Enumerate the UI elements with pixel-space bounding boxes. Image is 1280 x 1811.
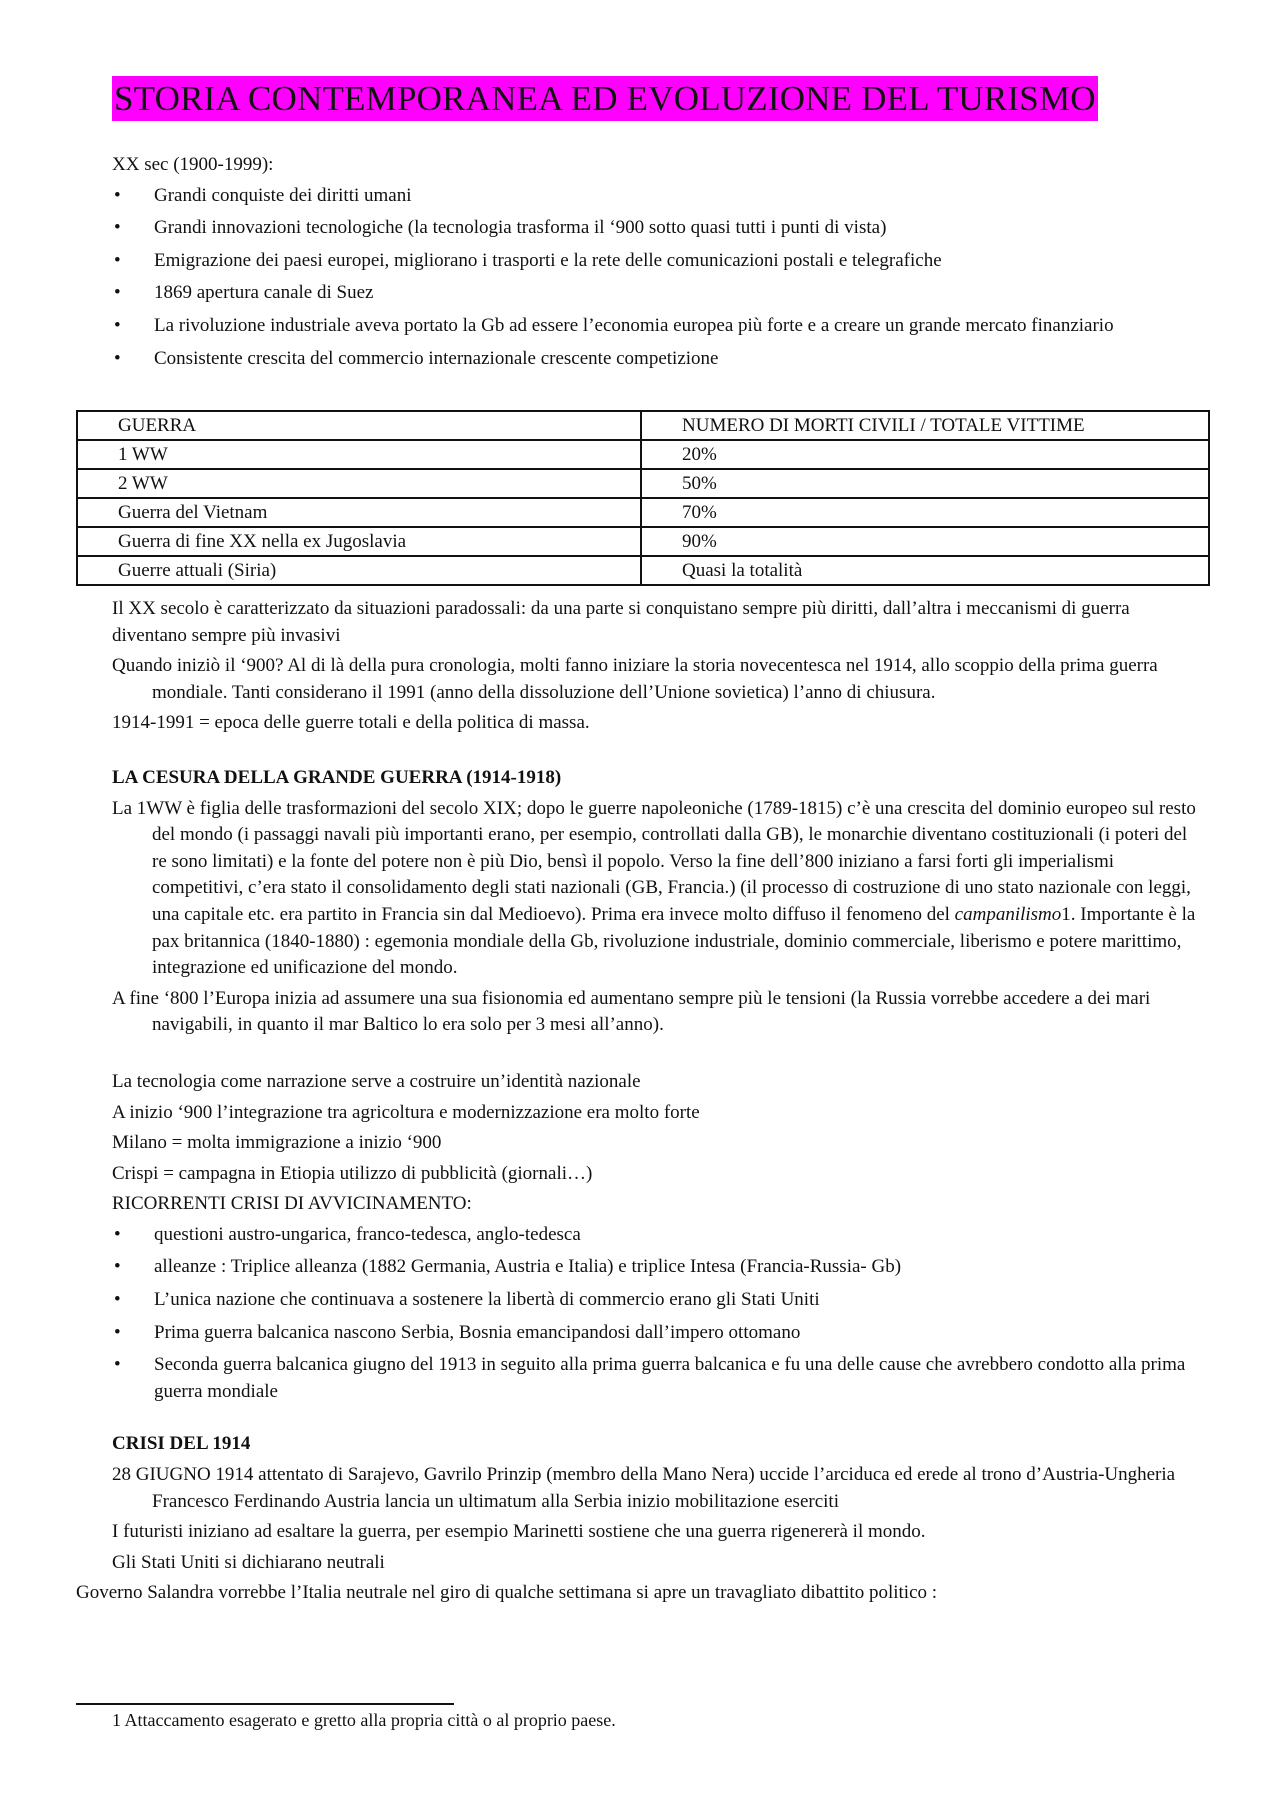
list-item: • alleanze : Triplice alleanza (1882 Germania, Austria e Italia) e triplice Intesa (Francia-Russia- Gb): [112, 1254, 1202, 1281]
paragraph: Gli Stati Uniti si dichiarano neutrali: [112, 1551, 385, 1573]
paragraph: Crispi = campagna in Etiopia utilizzo di pubblicità (giornali…): [112, 1162, 593, 1184]
table-row: [77, 498, 1209, 527]
paragraph: 1914-1991 = epoca delle guerre totali e della politica di massa.: [112, 712, 590, 734]
paragraph: A inizio ‘900 l’integrazione tra agricoltura e modernizzazione era molto forte: [112, 1101, 700, 1123]
table-header-row: [77, 411, 1209, 440]
page-title: STORIA CONTEMPORANEA ED EVOLUZIONE DEL TURISMO: [112, 76, 1098, 121]
table-cell: Guerra del Vietnam: [77, 498, 641, 527]
table-row: [77, 527, 1209, 556]
after-table-section: [76, 596, 1202, 1611]
table-cell: 50%: [641, 469, 1209, 498]
table-header-cell: NUMERO DI MORTI CIVILI / TOTALE VITTIME: [641, 411, 1209, 440]
list-item: • L’unica nazione che continuava a sostenere la libertà di commercio erano gli Stati Uniti: [112, 1287, 1202, 1314]
section-heading: LA CESURA DELLA GRANDE GUERRA (1914-1918): [112, 766, 562, 788]
footnote-ref: 1: [1061, 903, 1071, 925]
list-item: • Prima guerra balcanica nascono Serbia, Bosnia emancipandosi dall’impero ottomano: [112, 1320, 1202, 1347]
list-item: • 1869 apertura canale di Suez: [112, 280, 1202, 307]
period-label: XX sec (1900-1999):: [112, 154, 274, 175]
table-cell: Quasi la totalità: [641, 556, 1209, 585]
list-item: • Emigrazione dei paesi europei, migliorano i trasporti e la rete delle comunicazioni postali e telegrafiche: [112, 248, 1202, 275]
table-cell: Guerra di fine XX nella ex Jugoslavia: [77, 527, 641, 556]
table-cell: 90%: [641, 527, 1209, 556]
list-item: • Grandi conquiste dei diritti umani: [112, 183, 1202, 210]
paragraph: Milano = molta immigrazione a inizio ‘900: [112, 1132, 442, 1154]
list-item: • Consistente crescita del commercio internazionale crescente competizione: [112, 346, 1202, 373]
list-item: • Grandi innovazioni tecnologiche (la tecnologia trasforma il ‘900 sotto quasi tutti i punti di vista): [112, 215, 1202, 242]
text-run: . Importante è la pax britannica (1840-1880) : egemonia mondiale della Gb, rivoluzione industriale, dominio commerciale, liberismo e potere marittimo, integrazione ed unificazione del mondo.: [152, 903, 1196, 979]
table-row: [77, 440, 1209, 469]
footnote-divider: [76, 1703, 454, 1705]
intro-bullet-list: [112, 183, 1202, 373]
list-item: • questioni austro-ungarica, franco-tedesca, anglo-tedesca: [112, 1222, 1202, 1249]
paragraph: 28 GIUGNO 1914 attentato di Sarajevo, Gavrilo Prinzip (membro della Mano Nera) uccide l’arciduca ed erede al trono d’Austria-Ungheria Francesco Ferdinando Austria lancia un ultimatum alla Serbia inizio mobilitazione eserciti: [112, 1464, 1176, 1512]
footnote: 1 Attaccamento esagerato e gretto alla propria città o al proprio paese.: [112, 1710, 616, 1730]
table-row: [77, 556, 1209, 585]
table-cell: Guerre attuali (Siria): [77, 556, 641, 585]
paragraph: Governo Salandra vorrebbe l’Italia neutrale nel giro di qualche settimana si apre un travagliato dibattito politico :: [76, 1582, 938, 1604]
list-item: • Seconda guerra balcanica giugno del 1913 in seguito alla prima guerra balcanica e fu una delle cause che avrebbero condotto alla prima guerra mondiale: [112, 1352, 1202, 1405]
table-cell: 70%: [641, 498, 1209, 527]
table-cell: 1 WW: [77, 440, 641, 469]
table-header-cell: GUERRA: [77, 411, 641, 440]
table-row: [77, 469, 1209, 498]
paragraph: La tecnologia come narrazione serve a costruire un’identità nazionale: [112, 1070, 641, 1092]
table-cell: 20%: [641, 440, 1209, 469]
paragraph: I futuristi iniziano ad esaltare la guerra, per esempio Marinetti sostiene che una guerra rigenererà il mondo.: [112, 1521, 926, 1543]
italic-term: campanilismo: [954, 903, 1062, 925]
paragraph: A fine ‘800 l’Europa inizia ad assumere una sua fisionomia ed aumentano sempre più le tensioni (la Russia vorrebbe accedere a dei mari navigabili, in quanto il mar Baltico lo era solo per 3 mesi all’anno).: [112, 987, 1151, 1036]
title-block: [112, 76, 1098, 121]
table-cell: 2 WW: [77, 469, 641, 498]
paragraph: Il XX secolo è caratterizzato da situazioni paradossali: da una parte si conquistano sempre più diritti, dall’altra i meccanismi di guerra diventano sempre più invasivi: [112, 598, 1130, 646]
section-heading: CRISI DEL 1914: [112, 1433, 251, 1455]
paragraph: RICORRENTI CRISI DI AVVICINAMENTO:: [112, 1193, 472, 1215]
war-casualties-table: [76, 410, 1210, 586]
paragraph: Quando iniziò il ‘900? Al di là della pura cronologia, molti fanno iniziare la storia novecentesca nel 1914, allo scoppio della prima guerra mondiale. Tanti considerano il 1991 (anno della dissoluzione dell’Unione sovietica) l’anno di chiusura.: [112, 655, 1158, 703]
text-run: La 1WW è figlia delle trasformazioni del secolo XIX; dopo le guerre napoleoniche (1789-1815) c’è una crescita del dominio europeo sul resto del mondo (i passaggi navali più importanti erano, per esempio, controllati dalla GB), le monarchie diventano costituzionali (i poteri del re sono limitati) e la fonte del potere non è più Dio, bensì il popolo. Verso la fine dell’800 iniziano a farsi forti gli imperialismi competitivi, c’era stato il consolidamento degli stati nazionali (GB, Francia.) (il processo di costruzione di uno stato nazionale con leggi, una capitale etc. era partito in Francia sin dal Medioevo). Prima era invece molto diffuso il fenomeno del: [112, 797, 1196, 925]
intro-section: [112, 152, 1202, 378]
paragraph: [112, 796, 1202, 982]
list-item: • La rivoluzione industriale aveva portato la Gb ad essere l’economia europea più forte e a creare un grande mercato finanziario: [112, 313, 1202, 340]
crisis-bullet-list: [112, 1222, 1202, 1406]
